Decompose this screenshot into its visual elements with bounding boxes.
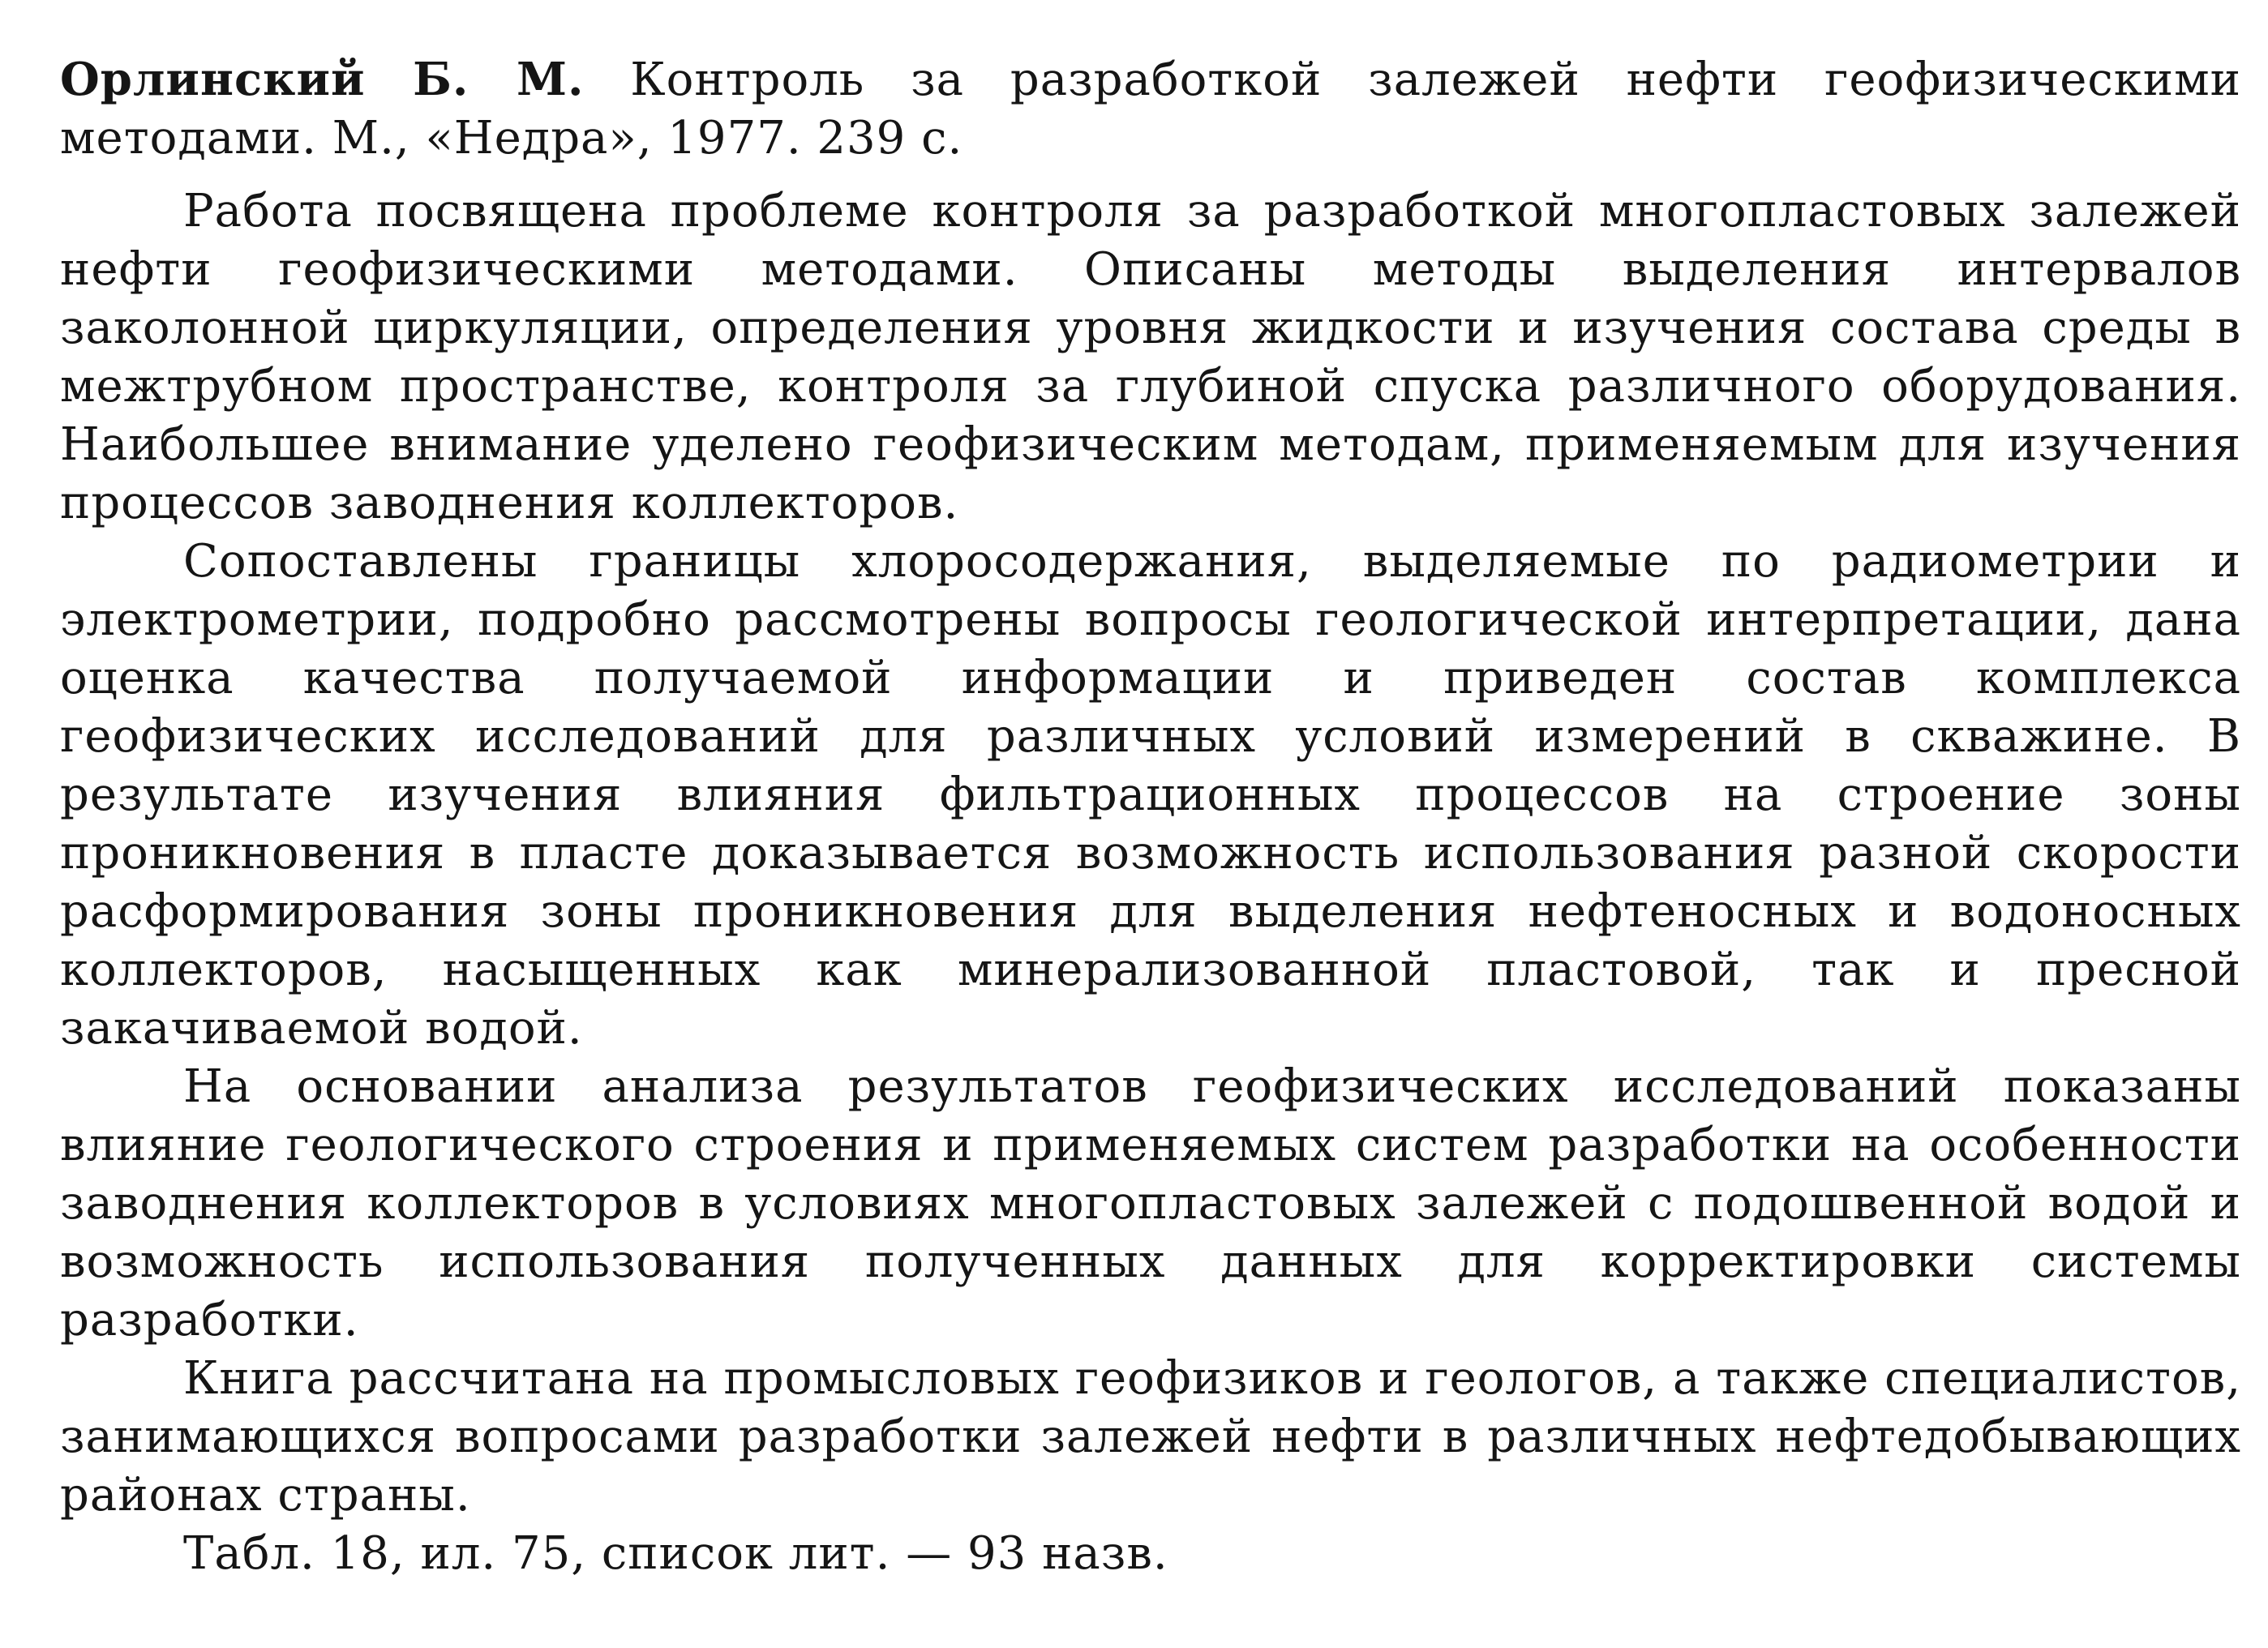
abstract-paragraph-4: Книга рассчитана на промысловых геофизиков и геологов, а также специалистов, занимающихся вопросами разработки залежей нефти в различных нефтедобывающих районах страны. <box>60 1352 2241 1522</box>
author-name: Орлинский Б. М. <box>60 53 585 106</box>
abstract-paragraph-1: Работа посвящена проблеме контроля за разработкой многопластовых залежей нефти геофизическими методами. Описаны методы выделения интервалов заколонной циркуляции, определения уровня жидкости и изучения состава среды в межтрубном пространстве, контроля за глубиной спуска различного оборудования. Наибольшее внимание уделено геофизическим методам, применяемым для изучения процессов заводнения коллекторов. <box>60 185 2241 529</box>
citation-title: Контроль за разработкой залежей нефти геофизическими методами. М., «Недра», 1977. 239 с. <box>60 54 2241 165</box>
bibliographic-citation <box>60 50 2241 168</box>
bibliographic-footer: Табл. 18, ил. 75, список лит. — 93 назв. <box>183 1527 1168 1580</box>
document-page <box>60 50 2241 1583</box>
abstract-paragraph-2: Сопоставлены границы хлоросодержания, выделяемые по радиометрии и электрометрии, подробно рассмотрены вопросы геологической интерпретации, дана оценка качества получаемой информации и приведен состав комплекса геофизических исследований для различных условий измерений в скважине. В результате изучения влияния фильтрационных процессов на строение зоны проникновения в пласте доказывается возможность использования разной скорости расформирования зоны проникновения для выделения нефтеносных и водоносных коллекторов, насыщенных как минерализованной пластовой, так и пресной закачиваемой водой. <box>60 535 2241 1055</box>
abstract-paragraph-3: На основании анализа результатов геофизических исследований показаны влияние геологического строения и применяемых систем разработки на особенности заводнения коллекторов в условиях многопластовых залежей с подошвенной водой и возможность использования полученных данных для корректировки системы разработки. <box>60 1060 2241 1346</box>
